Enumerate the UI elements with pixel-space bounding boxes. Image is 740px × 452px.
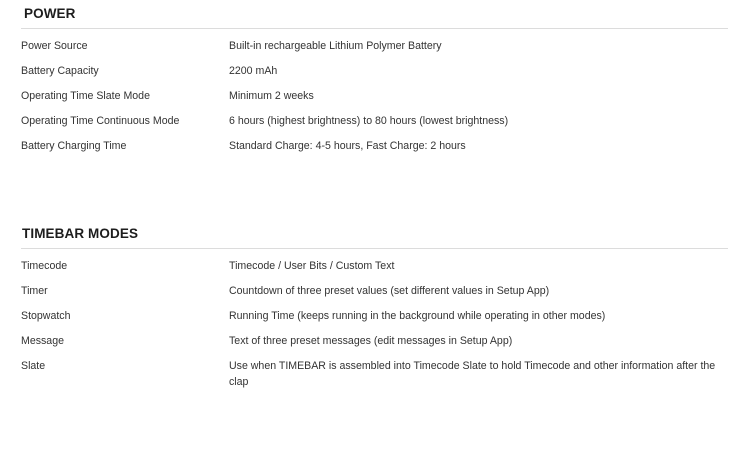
section-title: TIMEBAR MODES (21, 220, 728, 249)
spec-label: Battery Charging Time (21, 140, 127, 152)
spec-label: Battery Capacity (21, 65, 99, 77)
spec-value: 2200 mAh (229, 65, 278, 77)
spec-row (21, 113, 728, 129)
spec-row (21, 63, 728, 79)
spec-label: Slate (21, 360, 46, 372)
spec-row (21, 308, 728, 324)
spec-label: Timecode (21, 260, 68, 272)
spec-value: Standard Charge: 4-5 hours, Fast Charge: 2 hours (229, 140, 466, 152)
spec-value: Running Time (keeps running in the background while operating in other modes) (229, 310, 606, 322)
spec-value: 6 hours (highest brightness) to 80 hours (lowest brightness) (229, 115, 509, 127)
power-section (21, 0, 728, 163)
timebar-modes-section (21, 220, 728, 399)
spec-value: Text of three preset messages (edit messages in Setup App) (229, 335, 513, 347)
spec-table (21, 38, 728, 154)
spec-label: Message (21, 335, 64, 347)
spec-row (21, 138, 728, 154)
spec-label: Operating Time Slate Mode (21, 90, 150, 102)
spec-value: Built-in rechargeable Lithium Polymer Battery (229, 40, 442, 52)
spec-value: Timecode / User Bits / Custom Text (229, 260, 395, 272)
spec-row (21, 333, 728, 349)
spec-label: Operating Time Continuous Mode (21, 115, 180, 127)
spec-value: Countdown of three preset values (set different values in Setup App) (229, 285, 550, 297)
spec-label: Power Source (21, 40, 88, 52)
spec-value: Minimum 2 weeks (229, 90, 314, 102)
spec-row (21, 258, 728, 274)
spec-label: Stopwatch (21, 310, 71, 322)
section-title: POWER (21, 0, 728, 29)
spec-row (21, 283, 728, 299)
spec-label: Timer (21, 285, 48, 297)
spec-row (21, 38, 728, 54)
spec-value: Use when TIMEBAR is assembled into Timecode Slate to hold Timecode and other information after the clap (229, 360, 716, 388)
spec-table (21, 258, 728, 390)
spec-row (21, 358, 728, 390)
spec-row (21, 88, 728, 104)
